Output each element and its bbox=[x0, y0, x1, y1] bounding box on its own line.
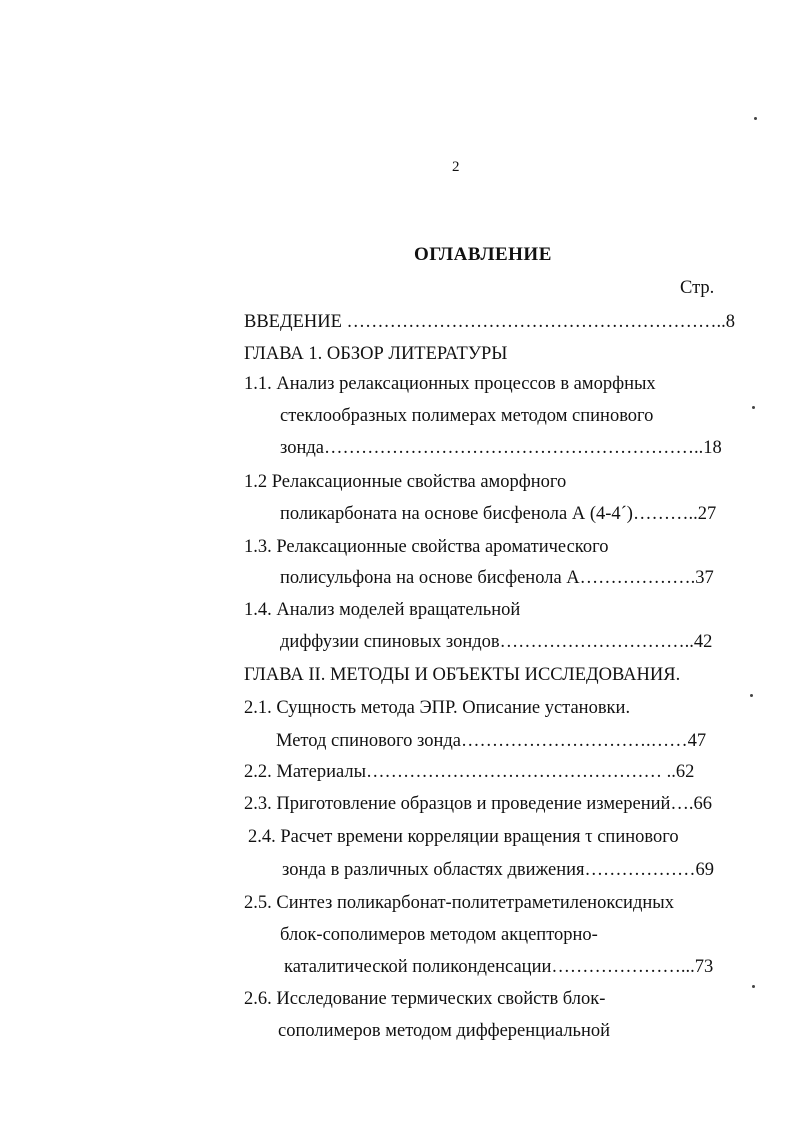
toc-entry-2-6: 2.6. Исследование термических свойств блок- bbox=[244, 989, 606, 1009]
scan-speck bbox=[754, 117, 757, 120]
toc-entry-2-2: 2.2. Материалы………………………………………… ..62 bbox=[244, 762, 695, 782]
toc-entry-1-1-cont: стеклообразных полимерах методом спинового bbox=[280, 406, 654, 426]
toc-entry-2-3: 2.3. Приготовление образцов и проведение измерений….66 bbox=[244, 794, 713, 814]
toc-chapter-1: ГЛАВА 1. ОБЗОР ЛИТЕРАТУРЫ bbox=[244, 344, 508, 364]
scan-speck bbox=[752, 985, 755, 988]
toc-entry-2-5-cont: блок-сополимеров методом акцепторно- bbox=[280, 925, 598, 945]
page-column-label: Стр. bbox=[680, 278, 715, 298]
page-number: 2 bbox=[452, 159, 460, 175]
scan-speck bbox=[750, 694, 753, 697]
toc-entry-1-4: 1.4. Анализ моделей вращательной bbox=[244, 600, 521, 620]
page-title: ОГЛАВЛЕНИЕ bbox=[414, 244, 552, 265]
toc-entry-1-1-page: зонда……………………………………………………..18 bbox=[280, 438, 722, 458]
toc-entry-2-4: 2.4. Расчет времени корреляции вращения τ спинового bbox=[248, 827, 679, 847]
toc-entry-1-2-page: поликарбоната на основе бисфенола А (4-4´)………..27 bbox=[280, 504, 717, 524]
toc-entry-2-6-cont: сополимеров методом дифференциальной bbox=[278, 1021, 611, 1041]
toc-entry-2-4-page: зонда в различных областях движения………………69 bbox=[282, 860, 715, 880]
toc-entry-introduction: ВВЕДЕНИЕ ……………………………………………………..8 bbox=[244, 312, 736, 332]
toc-entry-1-3: 1.3. Релаксационные свойства ароматического bbox=[244, 537, 609, 557]
toc-chapter-2: ГЛАВА II. МЕТОДЫ И ОБЪЕКТЫ ИССЛЕДОВАНИЯ. bbox=[244, 665, 681, 685]
toc-entry-1-3-page: полисульфона на основе бисфенола А……………….37 bbox=[280, 568, 714, 588]
toc-entry-2-1-page: Метод спинового зонда………………………….……47 bbox=[276, 731, 707, 751]
toc-entry-1-2: 1.2 Релаксационные свойства аморфного bbox=[244, 472, 567, 492]
toc-entry-2-1: 2.1. Сущность метода ЭПР. Описание установки. bbox=[244, 698, 631, 718]
scan-speck bbox=[752, 406, 755, 409]
toc-entry-1-4-page: диффузии спиновых зондов…………………………..42 bbox=[280, 632, 713, 652]
toc-entry-2-5-page: каталитической поликонденсации…………………...73 bbox=[284, 957, 714, 977]
toc-entry-1-1: 1.1. Анализ релаксационных процессов в аморфных bbox=[244, 374, 656, 394]
toc-entry-2-5: 2.5. Синтез поликарбонат-политетраметиленоксидных bbox=[244, 893, 674, 913]
